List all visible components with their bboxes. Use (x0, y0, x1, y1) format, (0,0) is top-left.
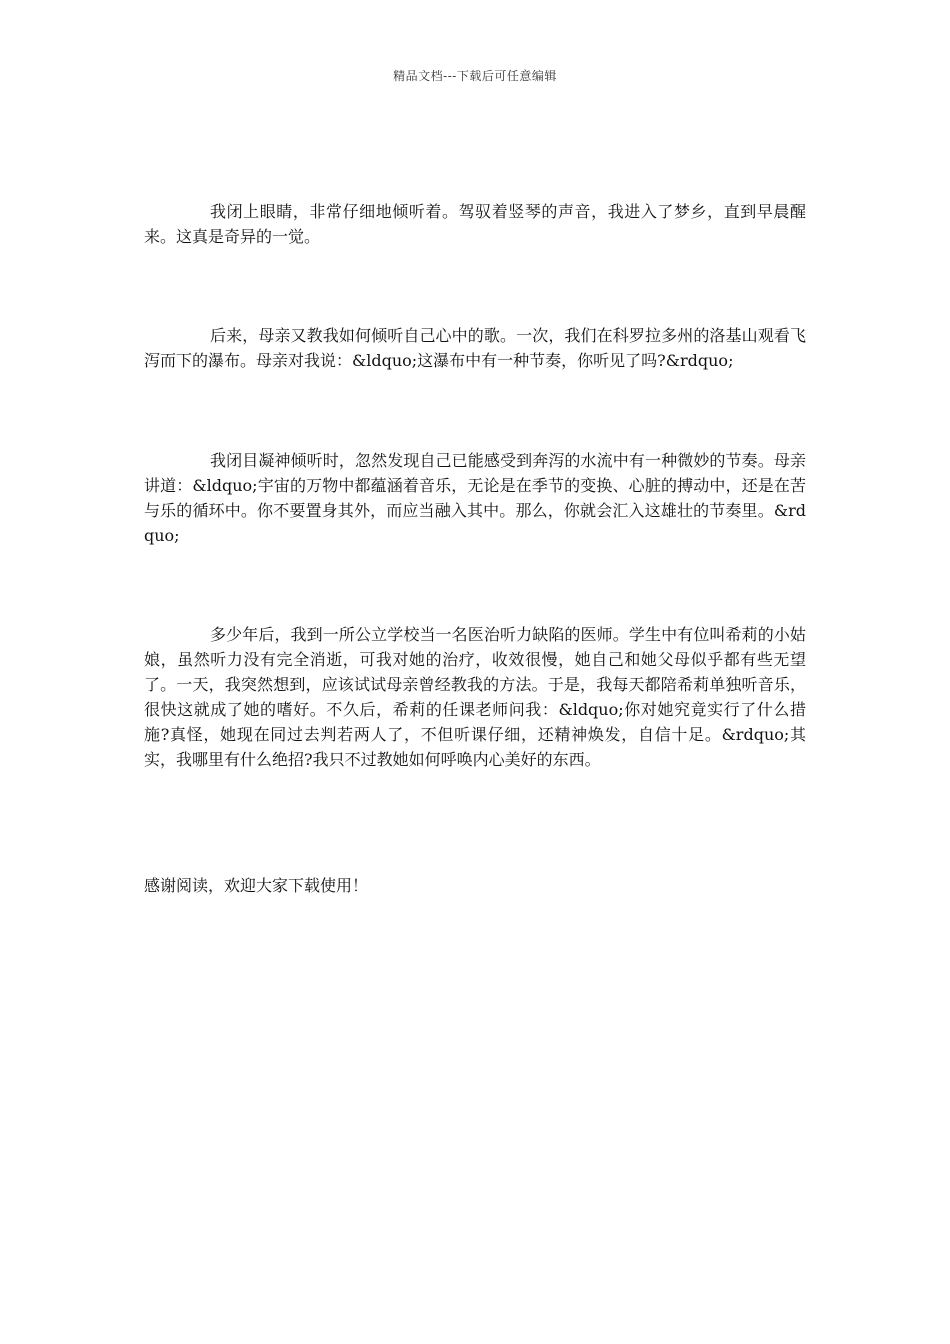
paragraph-4: 多少年后，我到一所公立学校当一名医治听力缺陷的医师。学生中有位叫希莉的小姑娘，虽然听力没有完全消逝，可我对她的治疗，收效很慢，她自己和她父母似乎都有些无望了。一天，我突然想到，应该试试母亲曾经教我的方法。于是，我每天都陪希莉单独听音乐，很快这就成了她的嗜好。不久后，希莉的任课老师问我：&ldquo;你对她究竟实行了什么措施?真怪，她现在同过去判若两人了，不但听课仔细，还精神焕发，自信十足。&rdquo;其实，我哪里有什么绝招?我只不过教她如何呼唤内心美好的东西。 (144, 625, 806, 769)
page-header: 精品文档---下载后可任意编辑 (393, 69, 557, 83)
paragraph-2: 后来，母亲又教我如何倾听自己心中的歌。一次，我们在科罗拉多州的洛基山观看飞泻而下的瀑布。母亲对我说：&ldquo;这瀑布中有一种节奏，你听见了吗?&rdquo; (144, 326, 806, 370)
paragraph-1: 我闭上眼睛，非常仔细地倾听着。驾驭着竖琴的声音，我进入了梦乡，直到早晨醒来。这真是奇异的一觉。 (144, 202, 806, 246)
closing-note: 感谢阅读，欢迎大家下载使用！ (144, 876, 369, 895)
paragraph-3: 我闭目凝神倾听时，忽然发现自己已能感受到奔泻的水流中有一种微妙的节奏。母亲讲道：&ldquo;宇宙的万物中都蕴涵着音乐，无论是在季节的变换、心脏的搏动中，还是在苦与乐的循环中。你不要置身其外，而应当融入其中。那么，你就会汇入这雄壮的节奏里。&rdquo; (144, 451, 806, 545)
